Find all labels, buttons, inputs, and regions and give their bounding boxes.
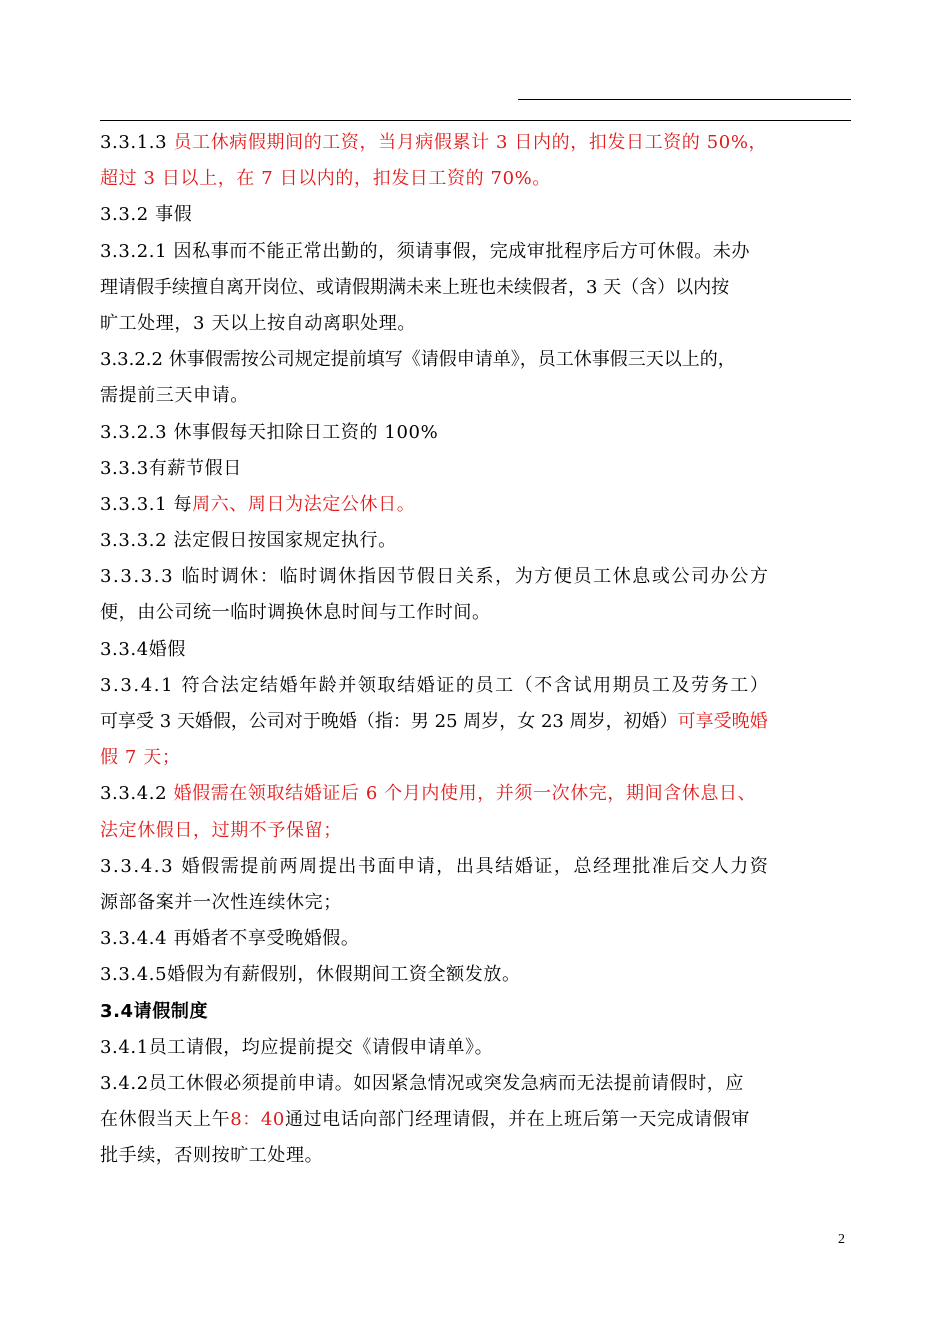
text-line xyxy=(100,161,860,197)
text-segment: 3.3.4.3 婚假需提前两周提出书面申请，出具结婚证，总经理批准后交人力资 xyxy=(100,855,770,877)
text-line xyxy=(100,813,860,849)
text-line xyxy=(100,378,860,414)
text-segment: 3.3.1.3 xyxy=(100,132,174,153)
text-line xyxy=(100,559,860,595)
text-line xyxy=(100,1102,860,1138)
text-line xyxy=(100,125,860,161)
text-line xyxy=(100,632,860,668)
text-segment: 3.4.2员工休假必须提前申请。如因紧急情况或突发急病而无法提前请假时，应 xyxy=(100,1072,744,1094)
highlighted-text: 8：40 xyxy=(230,1109,285,1131)
text-line xyxy=(100,921,860,957)
text-line xyxy=(100,270,860,306)
text-segment: 3.3.4.1 符合法定结婚年龄并领取结婚证的员工（不含试用期员工及劳务工） xyxy=(100,674,770,696)
text-line xyxy=(100,1030,860,1066)
page-number: 2 xyxy=(838,1232,845,1247)
text-line xyxy=(100,885,860,921)
text-segment: 3.4.1员工请假，均应提前提交《请假申请单》。 xyxy=(100,1036,494,1058)
highlighted-text: 婚假需在领取结婚证后 6 个月内使用，并须一次休完，期间含休息日、 xyxy=(173,783,757,805)
text-line xyxy=(100,595,860,631)
text-line xyxy=(100,342,860,378)
text-line xyxy=(100,957,860,993)
text-segment: 3.3.4婚假 xyxy=(100,638,186,660)
highlighted-text: 法定休假日，过期不予保留； xyxy=(100,819,342,841)
highlighted-text: 超过 3 日以上，在 7 日以内的，扣发日工资的 70%。 xyxy=(100,168,551,190)
text-segment: 3.3.4.4 再婚者不享受晚婚假。 xyxy=(100,928,360,950)
text-segment: 需提前三天申请。 xyxy=(100,385,249,407)
highlighted-text: 员工休病假期间的工资，当月病假累计 3 日内的，扣发日工资的 50%， xyxy=(173,132,768,153)
header-rule xyxy=(100,120,851,121)
text-line xyxy=(100,523,860,559)
text-line xyxy=(100,849,860,885)
text-line xyxy=(100,451,860,487)
text-line xyxy=(100,1138,860,1174)
text-segment: 3.3.2.1 因私事而不能正常出勤的，须请事假，完成审批程序后方可休假。未办 xyxy=(100,240,751,262)
text-line xyxy=(100,668,860,704)
text-line xyxy=(100,704,860,740)
section-heading: 3.4请假制度 xyxy=(100,1000,209,1022)
text-segment: 3.3.4.2 xyxy=(100,783,174,805)
text-segment: 理请假手续擅自离开岗位、或请假期满未来上班也未续假者，3 天（含）以内按 xyxy=(100,276,730,298)
text-line xyxy=(100,234,860,270)
text-segment: 旷工处理，3 天以上按自动离职处理。 xyxy=(100,312,416,334)
text-segment: 3.3.3.3 临时调休：临时调休指因节假日关系，为方便员工休息或公司办公方 xyxy=(100,566,770,588)
text-line xyxy=(100,740,860,776)
text-segment: 通过电话向部门经理请假，并在上班后第一天完成请假审 xyxy=(284,1109,750,1131)
header-rule-short xyxy=(518,99,851,100)
highlighted-text: 周六、周日为法定公休日。 xyxy=(192,493,416,515)
text-line xyxy=(100,994,860,1030)
text-segment: 3.3.3有薪节假日 xyxy=(100,457,242,479)
text-line xyxy=(100,487,860,523)
text-line xyxy=(100,197,860,233)
highlighted-text: 可享受晚婚 xyxy=(677,711,768,732)
text-line xyxy=(100,1066,860,1102)
text-segment: 3.3.4.5婚假为有薪假别，休假期间工资全额发放。 xyxy=(100,964,521,986)
document-body xyxy=(100,125,860,1174)
text-segment: 在休假当天上午 xyxy=(100,1109,231,1131)
text-line xyxy=(100,306,860,342)
text-segment: 3.3.2 事假 xyxy=(100,204,193,226)
text-segment: 3.3.3.2 法定假日按国家规定执行。 xyxy=(100,530,397,552)
text-segment: 便，由公司统一临时调换休息时间与工作时间。 xyxy=(100,602,491,624)
text-line xyxy=(100,776,860,812)
highlighted-text: 假 7 天； xyxy=(100,747,181,769)
text-segment: 源部备案并一次性连续休完； xyxy=(100,891,342,913)
text-segment: 3.3.2.3 休事假每天扣除日工资的 100% xyxy=(100,421,439,443)
text-line xyxy=(100,415,860,451)
text-segment: 3.3.3.1 每 xyxy=(100,493,193,515)
text-segment: 批手续，否则按旷工处理。 xyxy=(100,1145,324,1167)
text-segment: 可享受 3 天婚假，公司对于晚婚（指：男 25 周岁，女 23 周岁，初婚） xyxy=(100,711,678,732)
text-segment: 3.3.2.2 休事假需按公司规定提前填写《请假申请单》，员工休事假三天以上的， xyxy=(100,349,736,371)
